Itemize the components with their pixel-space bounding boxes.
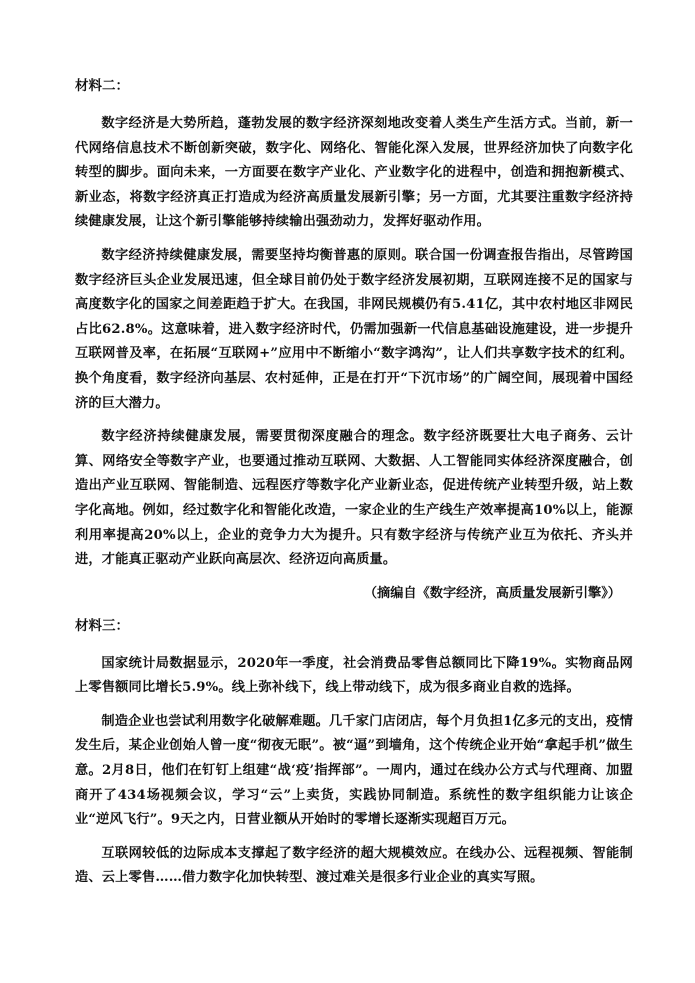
- material-2-heading: 材料二：: [75, 78, 129, 94]
- material-2-source: （摘编自《数字经济，高质量发展新引擎》）: [363, 585, 621, 601]
- material-2-paragraph-1: 数字经济是大势所趋，蓬勃发展的数字经济深刻地改变着人类生产生活方式。当前，新一代网络信息技术不断创新突破，数字化、网络化、智能化深入发展，世界经济加快了向数字化转型的脚步。面向未来，一方面要在数字产业化、产业数字化的进程中，创造和拥抱新模式、新业态，将数字经济真正打造成为经济高质量发展新引擎；另一方面，尤其要注重数字经济持续健康发展，让这个新引擎能够持续输出强劲动力，发挥好驱动作用。: [75, 116, 633, 230]
- material-3-paragraph-3: 互联网较低的边际成本支撑起了数字经济的超大规模效应。在线办公、远程视频、智能制造、云上零售……借力数字化加快转型、渡过难关是很多行业企业的真实写照。: [75, 845, 633, 886]
- material-3-paragraph-1: 国家统计局数据显示，2020年一季度，社会消费品零售总额同比下降19%。实物商品网上零售额同比增长5.9%。线上弥补线下，线上带动线下，成为很多商业自救的选择。: [75, 655, 633, 696]
- material-2-paragraph-2: 数字经济持续健康发展，需要坚持均衡普惠的原则。联合国一份调查报告指出，尽管跨国数字经济巨头企业发展迅速，但全球目前仍处于数字经济发展初期，互联网连接不足的国家与高度数字化的国家之间差距趋于扩大。在我国，非网民规模仍有5.41亿，其中农村地区非网民占比62.8%。这意味着，进入数字经济时代，仍需加强新一代信息基础设施建设，进一步提升互联网普及率，在拓展“互联网+”应用中不断缩小“数字鸿沟”，让人们共享数字技术的红利。换个角度看，数字经济向基层、农村延伸，正是在打开“下沉市场”的广阔空间，展现着中国经济的巨大潜力。: [75, 247, 633, 411]
- material-2-paragraph-3: 数字经济持续健康发展，需要贯彻深度融合的理念。数字经济既要壮大电子商务、云计算、网络安全等数字产业，也要通过推动互联网、大数据、人工智能同实体经济深度融合，创造出产业互联网、智能制造、远程医疗等数字化产业新业态，促进传统产业转型升级，站上数字化高地。例如，经过数字化和智能化改造，一家企业的生产线生产效率提高10%以上，能源利用率提高20%以上，企业的竞争力大为提升。只有数字经济与传统产业互为依托、齐头并进，才能真正驱动产业跃向高层次、经济迈向高质量。: [75, 429, 633, 568]
- material-3-heading: 材料三：: [75, 617, 129, 634]
- material-3-paragraph-2: 制造企业也尝试利用数字化破解难题。几千家门店闭店，每个月负担1亿多元的支出，疫情发生后，某企业创始人曾一度“彻夜无眠”。被“逼”到墙角，这个传统企业开始“拿起手机”做生意。2月8日，他们在钉钉上组建“战‘疫’指挥部”。一周内，通过在线办公方式与代理商、加盟商开了434场视频会议，学习“云”上卖货，实践协同制造。系统性的数字组织能力让该企业“逆风飞行”。9天之内，日营业额从开始时的零增长逐渐实现超百万元。: [75, 713, 633, 828]
